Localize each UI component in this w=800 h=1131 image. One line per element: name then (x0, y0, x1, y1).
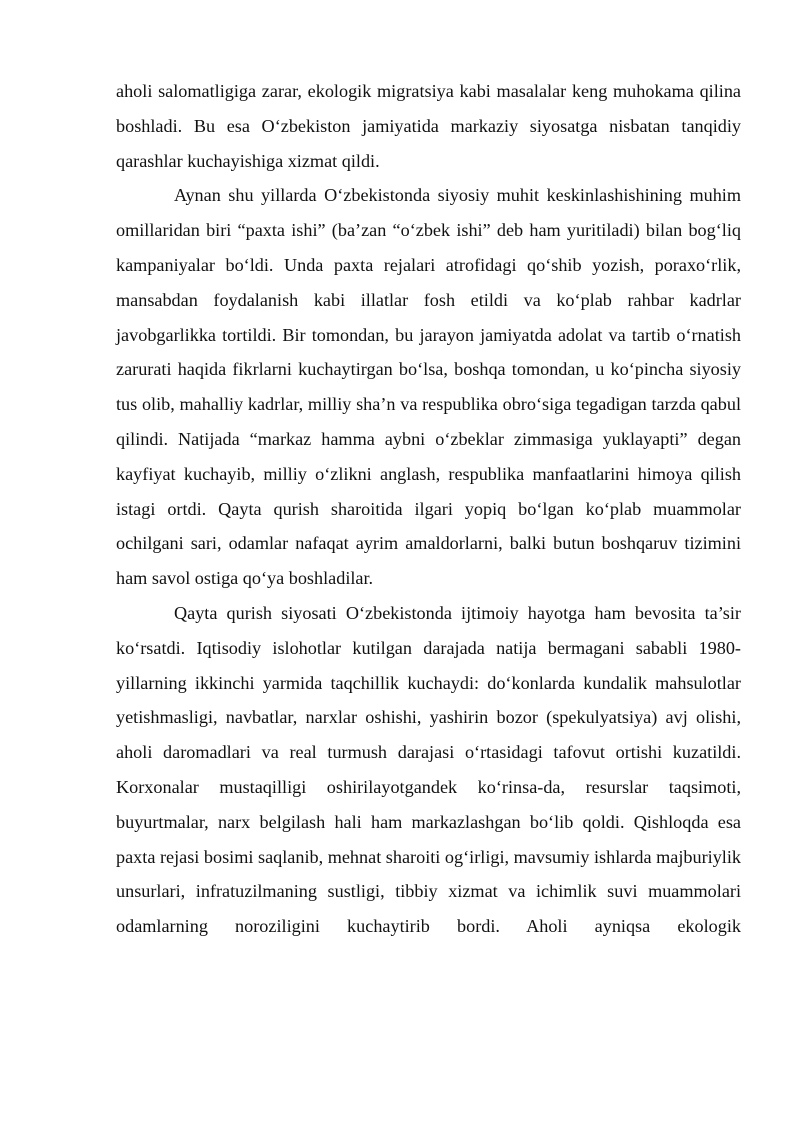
paragraph-3: Qayta qurish siyosati O‘zbekistonda ijtimoiy hayotga ham bevosita ta’sir ko‘rsatdi. Iqtisodiy islohotlar kutilgan darajada natija bermagani sababli 1980-yillarning ikkinchi yarmida taqchillik kuchaydi: do‘konlarda kundalik mahsulotlar yetishmasligi, navbatlar, narxlar oshishi, yashirin bozor (spekulyatsiya) avj olishi, aholi daromadlari va real turmush darajasi o‘rtasidagi tafovut ortishi kuzatildi. Korxonalar mustaqilligi oshirilayotgandek ko‘rinsa-da, resurslar taqsimoti, buyurtmalar, narx belgilash hali ham markazlashgan bo‘lib qoldi. Qishloqda esa paxta rejasi bosimi saqlanib, mehnat sharoiti og‘irligi, mavsumiy ishlarda majburiylik unsurlari, infratuzilmaning sustligi, tibbiy xizmat va ichimlik suvi muammolari odamlarning noroziligini kuchaytirib bordi. Aholi ayniqsa ekologik (116, 602, 741, 937)
paragraph-1: aholi salomatligiga zarar, ekologik migratsiya kabi masalalar keng muhokama qilina boshladi. Bu esa O‘zbekiston jamiyatida markaziy siyosatga nisbatan tanqidiy qarashlar kuchayishiga xizmat qildi. (116, 81, 741, 171)
body-text (116, 74, 741, 944)
paragraph-2: Aynan shu yillarda O‘zbekistonda siyosiy muhit keskinlashishining muhim omillaridan biri “paxta ishi” (ba’zan “o‘zbek ishi” deb ham yuritiladi) bilan bog‘liq kampaniyalar bo‘ldi. Unda paxta rejalari atrofidagi qo‘shib yozish, poraxo‘rlik, mansabdan foydalanish kabi illatlar fosh etildi va ko‘plab rahbar kadrlar javobgarlikka tortildi. Bir tomondan, bu jarayon jamiyatda adolat va tartib o‘rnatish zarurati haqida fikrlarni kuchaytirgan bo‘lsa, boshqa tomondan, u ko‘pincha siyosiy tus olib, mahalliy kadrlar, milliy sha’n va respublika obro‘siga tegadigan tarzda qabul qilindi. Natijada “markaz hamma aybni o‘zbeklar zimmasiga yuklayapti” degan kayfiyat kuchayib, milliy o‘zlikni anglash, respublika manfaatlarini himoya qilish istagi ortdi. Qayta qurish sharoitida ilgari yopiq bo‘lgan ko‘plab muammolar ochilgani sari, odamlar nafaqat ayrim amaldorlarni, balki butun boshqaruv tizimini ham savol ostiga qo‘ya boshladilar. (116, 185, 741, 589)
